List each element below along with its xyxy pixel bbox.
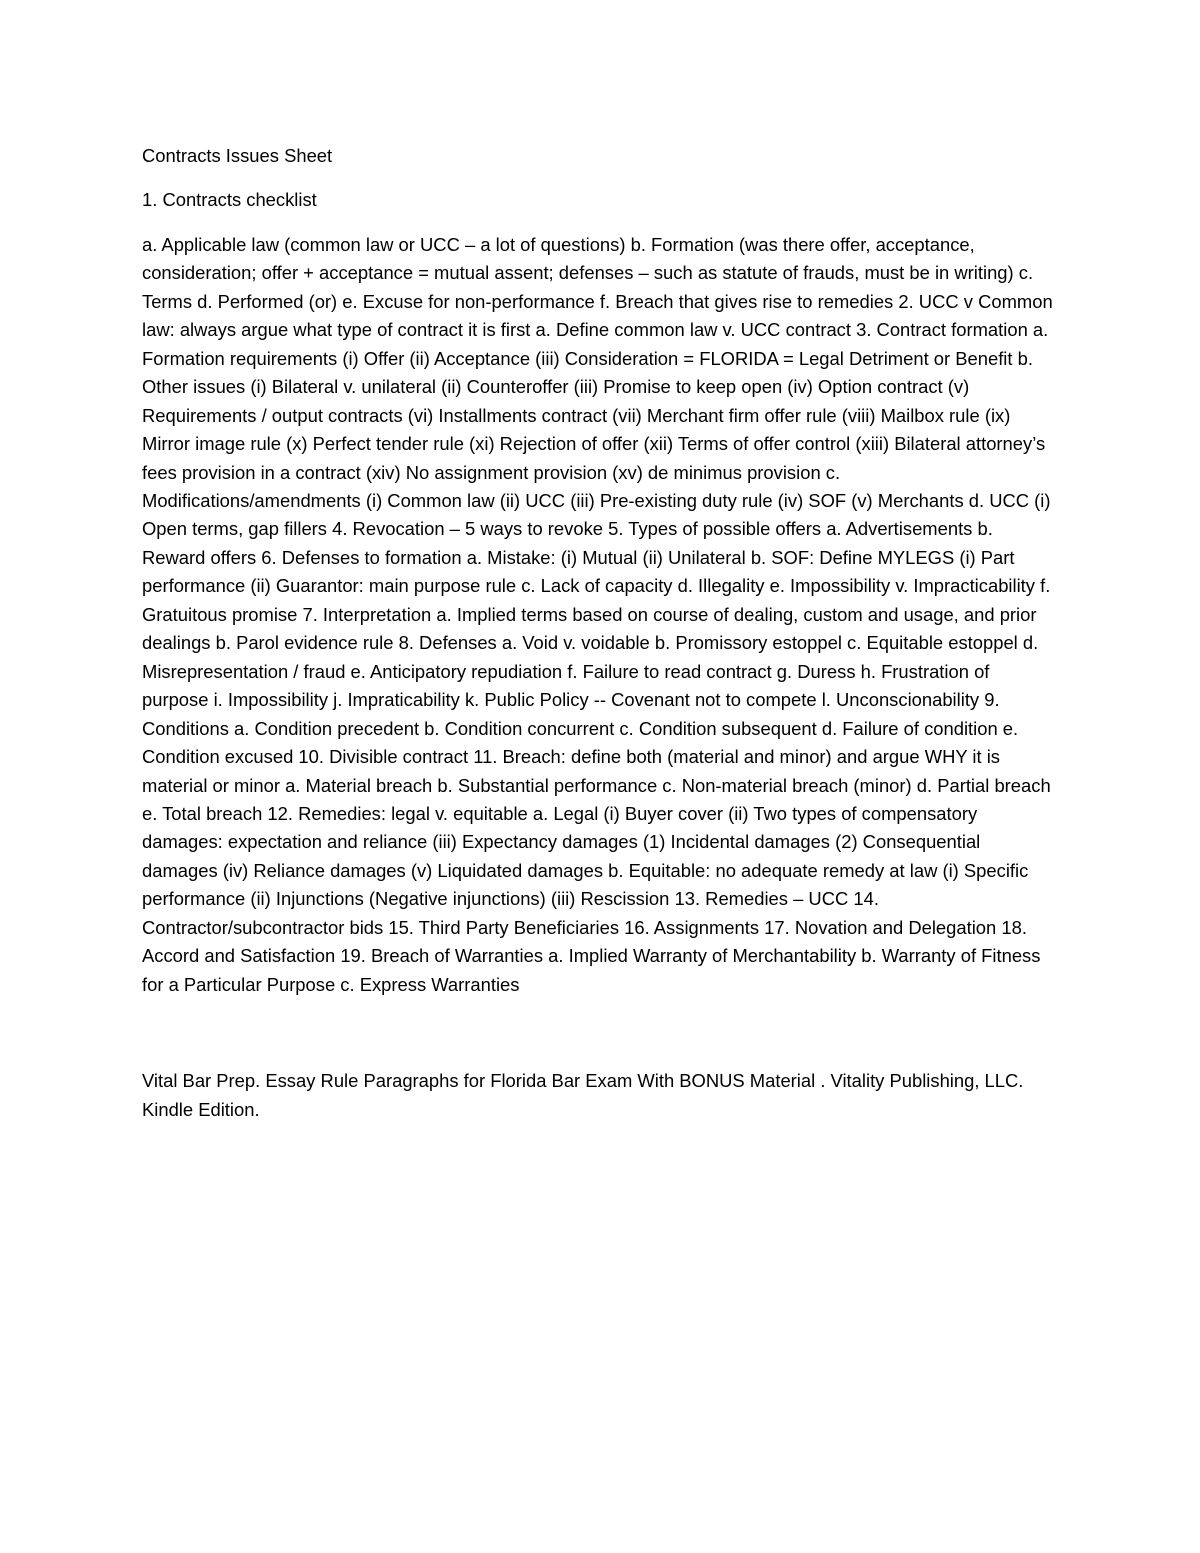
source-citation: Vital Bar Prep. Essay Rule Paragraphs for Florida Bar Exam With BONUS Material . Vitality Publishing, LLC. Kindle Edition. bbox=[142, 1070, 1024, 1120]
checklist-paragraph: a. Applicable law (common law or UCC – a lot of questions) b. Formation (was there offer, acceptance, consideration; offer + acceptance = mutual assent; defenses – such as statute of frauds, must be in writing) c. Terms d. Performed (or) e. Excuse for non-performance f. Breach that gives rise to remedies 2. UCC v Common law: always argue what type of contract it is first a. Define common law v. UCC contract 3. Contract formation a. Formation requirements (i) Offer (ii) Acceptance (iii) Consideration = FLORIDA = Legal Detriment or Benefit b. Other issues (i) Bilateral v. unilateral (ii) Counteroffer (iii) Promise to keep open (iv) Option contract (v) Requirements / output contracts (vi) Installments contract (vii) Merchant firm offer rule (viii) Mailbox rule (ix) Mirror image rule (x) Perfect tender rule (xi) Rejection of offer (xii) Terms of offer control (xiii) Bilateral attorney’s fees provision in a contract (xiv) No assignment provision (xv) de minimus provision c. Modifications/amendments (i) Common law (ii) UCC (iii) Pre-existing duty rule (iv) SOF (v) Merchants d. UCC (i) Open terms, gap fillers 4. Revocation – 5 ways to revoke 5. Types of possible offers a. Advertisements b. Reward offers 6. Defenses to formation a. Mistake: (i) Mutual (ii) Unilateral b. SOF: Define MYLEGS (i) Part performance (ii) Guarantor: main purpose rule c. Lack of capacity d. Illegality e. Impossibility v. Impracticability f. Gratuitous promise 7. Interpretation a. Implied terms based on course of dealing, custom and usage, and prior dealings b. Parol evidence rule 8. Defenses a. Void v. voidable b. Promissory estoppel c. Equitable estoppel d. Misrepresentation / fraud e. Anticipatory repudiation f. Failure to read contract g. Duress h. Frustration of purpose i. Impossibility j. Impraticability k. Public Policy -- Covenant not to compete l. Unconscionability 9. Conditions a. Condition precedent b. Condition concurrent c. Condition subsequent d. Failure of condition e. Condition excused 10. Divisible contract 11. Breach: define both (material and minor) and argue WHY it is material or minor a. Material breach b. Substantial performance c. Non-material breach (minor) d. Partial breach e. Total breach 12. Remedies: legal v. equitable a. Legal (i) Buyer cover (ii) Two types of compensatory damages: expectation and reliance (iii) Expectancy damages (1) Incidental damages (2) Consequential damages (iv) Reliance damages (v) Liquidated damages b. Equitable: no adequate remedy at law (i) Specific performance (ii) Injunctions (Negative injunctions) (iii) Rescission 13. Remedies – UCC 14. Contractor/subcontractor bids 15. Third Party Beneficiaries 16. Assignments 17. Novation and Delegation 18. Accord and Satisfaction 19. Breach of Warranties a. Implied Warranty of Merchantability b. Warranty of Fitness for a Particular Purpose c. Express Warranties bbox=[142, 233, 1053, 995]
section-heading: 1. Contracts checklist bbox=[142, 189, 317, 211]
document-title: Contracts Issues Sheet bbox=[142, 145, 333, 166]
document-page bbox=[142, 142, 1058, 1124]
